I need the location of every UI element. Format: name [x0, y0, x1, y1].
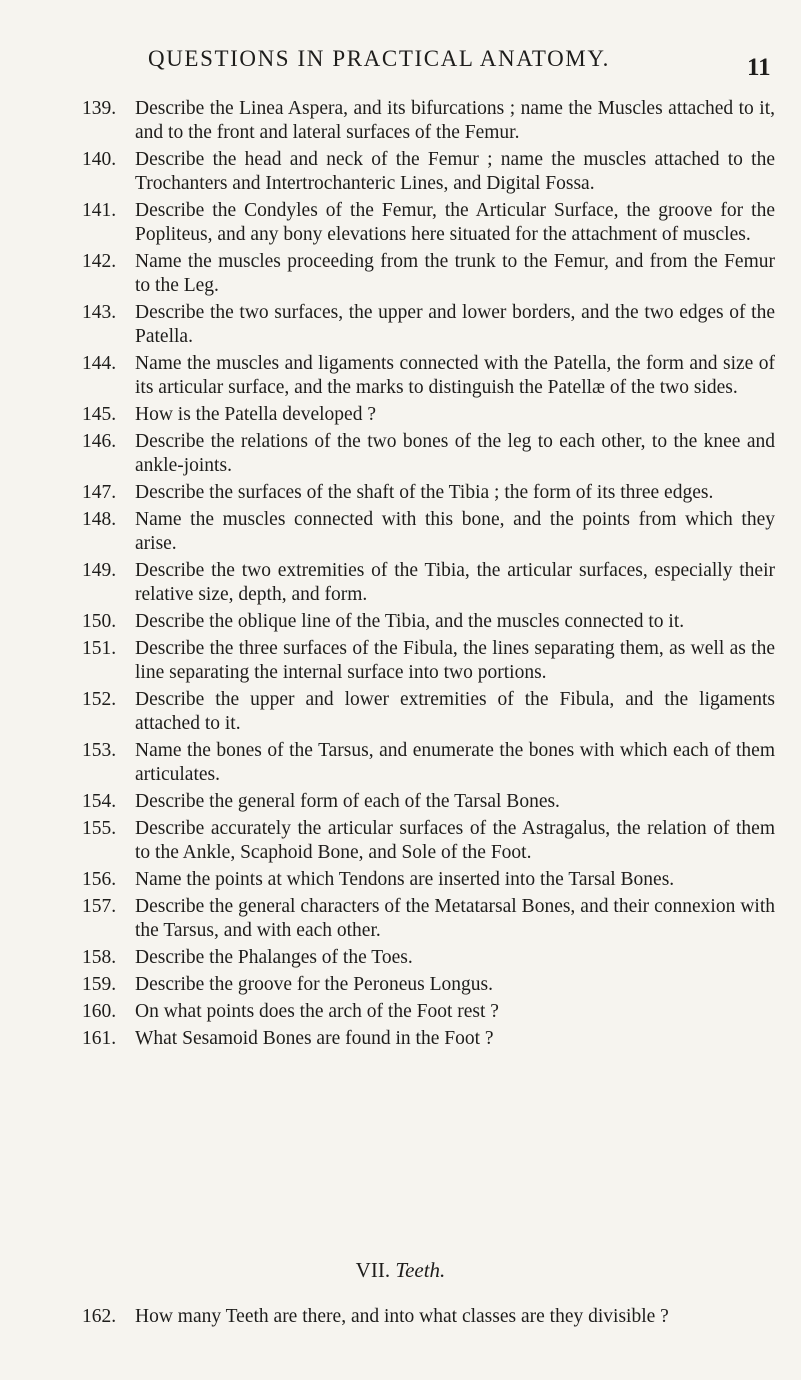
running-title: QUESTIONS IN PRACTICAL ANATOMY. — [148, 46, 610, 71]
question-number: 150. — [82, 611, 117, 632]
question-item — [0, 148, 775, 196]
question-item — [0, 868, 775, 892]
question-text: Describe the upper and lower extremities of the Fibula, and the ligaments attached to it. — [135, 689, 775, 734]
question-text: How is the Patella developed ? — [135, 404, 376, 425]
question-text: Name the bones of the Tarsus, and enumerate the bones with which each of them articulates. — [135, 740, 775, 785]
question-text: Describe the Condyles of the Femur, the Articular Surface, the groove for the Popliteus, and any bony elevations here situated for the attachment of muscles. — [135, 200, 775, 245]
question-number: 140. — [82, 149, 117, 170]
question-number: 146. — [82, 431, 117, 452]
question-text: Describe the three surfaces of the Fibula, the lines separating them, as well as the line separating the internal surface into two portions. — [135, 638, 775, 683]
question-item — [0, 430, 775, 478]
question-number: 153. — [82, 740, 117, 761]
question-text: What Sesamoid Bones are found in the Foot ? — [135, 1028, 494, 1049]
question-item — [0, 301, 775, 349]
question-text: Describe the Linea Aspera, and its bifurcations ; name the Muscles attached to it, and to the front and lateral surfaces of the Femur. — [135, 98, 775, 143]
section-numeral: VII. — [355, 1258, 391, 1282]
question-number: 139. — [82, 98, 117, 119]
question-number: 149. — [82, 560, 117, 581]
question-text: Name the points at which Tendons are inserted into the Tarsal Bones. — [135, 869, 675, 890]
question-text: Name the muscles connected with this bone, and the points from which they arise. — [135, 509, 775, 554]
question-number: 145. — [82, 404, 117, 425]
page-header — [0, 46, 801, 86]
question-item — [0, 559, 775, 607]
question-item — [0, 637, 775, 685]
question-item — [0, 790, 775, 814]
question-item — [0, 403, 775, 427]
question-number: 161. — [82, 1028, 117, 1049]
question-text: Describe the general characters of the Metatarsal Bones, and their connexion with the Tarsus, and with each other. — [135, 896, 775, 941]
question-text: Describe the two extremities of the Tibia, the articular surfaces, especially their relative size, depth, and form. — [135, 560, 775, 605]
question-text: Describe accurately the articular surfaces of the Astragalus, the relation of them to the Ankle, Scaphoid Bone, and Sole of the Foot. — [135, 818, 775, 863]
question-text: Describe the general form of each of the Tarsal Bones. — [135, 791, 560, 812]
question-text: Describe the relations of the two bones of the leg to each other, to the knee and ankle-joints. — [135, 431, 775, 476]
question-number: 148. — [82, 509, 117, 530]
question-list — [0, 97, 801, 1054]
question-text: Name the muscles proceeding from the trunk to the Femur, and from the Femur to the Leg. — [135, 251, 775, 296]
question-text: Describe the surfaces of the shaft of the Tibia ; the form of its three edges. — [135, 482, 714, 503]
question-number: 154. — [82, 791, 117, 812]
question-number: 158. — [82, 947, 117, 968]
question-item — [0, 1027, 775, 1051]
question-text: On what points does the arch of the Foot rest ? — [135, 1001, 499, 1022]
section-title: Teeth. — [395, 1258, 446, 1282]
question-text: How many Teeth are there, and into what classes are they divisible ? — [135, 1306, 669, 1327]
question-item — [0, 817, 775, 865]
section-heading — [0, 1258, 801, 1283]
question-item — [0, 895, 775, 943]
question-item — [0, 97, 775, 145]
question-text: Describe the two surfaces, the upper and lower borders, and the two edges of the Patella. — [135, 302, 775, 347]
question-item — [0, 739, 775, 787]
question-number: 159. — [82, 974, 117, 995]
question-text: Name the muscles and ligaments connected with the Patella, the form and size of its articular surface, and the marks to distinguish the Patellæ of the two sides. — [135, 353, 775, 398]
question-number: 160. — [82, 1001, 117, 1022]
question-number: 142. — [82, 251, 117, 272]
question-number: 156. — [82, 869, 117, 890]
question-number: 144. — [82, 353, 117, 374]
question-number: 152. — [82, 689, 117, 710]
question-text: Describe the oblique line of the Tibia, and the muscles connected to it. — [135, 611, 685, 632]
question-number: 147. — [82, 482, 117, 503]
question-item — [0, 973, 775, 997]
question-number: 151. — [82, 638, 117, 659]
question-item — [0, 352, 775, 400]
question-text: Describe the head and neck of the Femur ; name the muscles attached to the Trochanters and Intertrochanteric Lines, and Digital Fossa. — [135, 149, 775, 194]
question-number: 157. — [82, 896, 117, 917]
question-number: 155. — [82, 818, 117, 839]
question-number: 141. — [82, 200, 117, 221]
question-item — [0, 199, 775, 247]
final-question-list — [0, 1305, 801, 1332]
question-number: 162. — [82, 1306, 117, 1327]
question-item — [0, 946, 775, 970]
question-item — [0, 610, 775, 634]
question-item — [0, 508, 775, 556]
question-number: 143. — [82, 302, 117, 323]
question-item — [0, 250, 775, 298]
page-number: 11 — [747, 54, 771, 81]
question-item — [0, 1305, 775, 1329]
question-item — [0, 688, 775, 736]
question-text: Describe the Phalanges of the Toes. — [135, 947, 413, 968]
question-item — [0, 481, 775, 505]
question-text: Describe the groove for the Peroneus Longus. — [135, 974, 493, 995]
question-item — [0, 1000, 775, 1024]
